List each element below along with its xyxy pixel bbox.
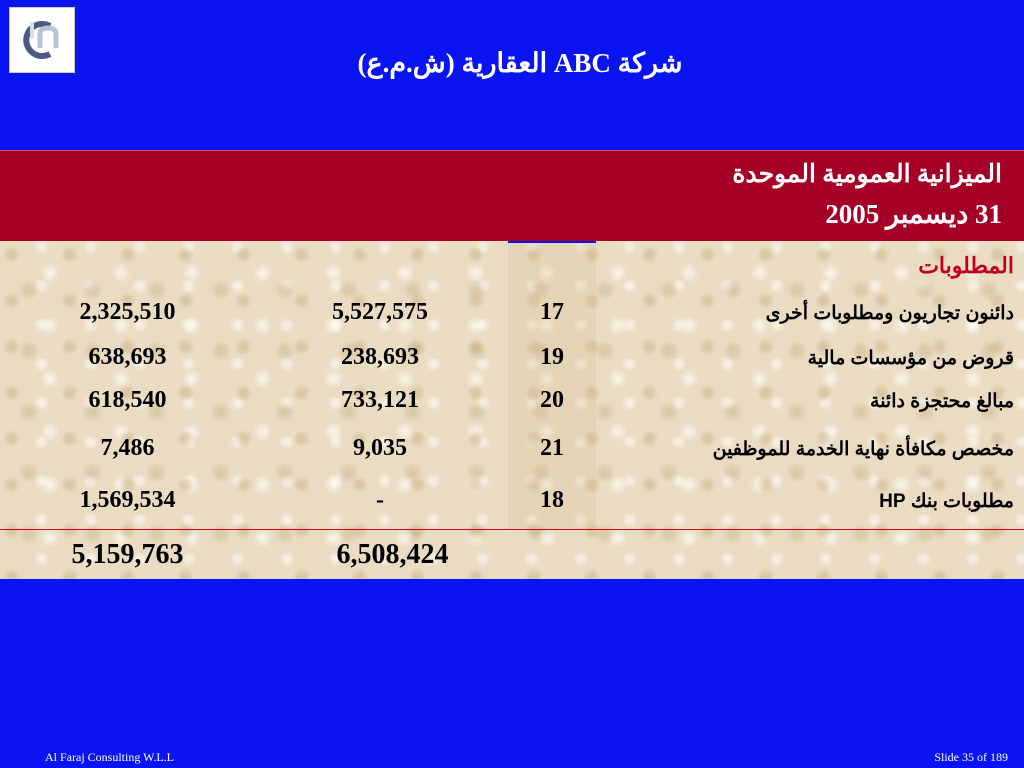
- row-note: 18: [540, 487, 564, 513]
- table-row: [0, 344, 1024, 374]
- note-column-divider: [508, 241, 596, 243]
- row-label: مبالغ محتجزة دائنة: [870, 391, 1014, 412]
- section-label-liabilities: المطلوبات: [918, 253, 1014, 278]
- row-note: 21: [540, 435, 564, 461]
- row-label: قروض من مؤسسات مالية: [807, 348, 1014, 369]
- row-label: مخصص مكافأة نهاية الخدمة للموظفين: [712, 439, 1014, 460]
- table-row: [0, 299, 1024, 329]
- statement-title: الميزانية العمومية الموحدة: [732, 161, 1002, 188]
- footer-company: Al Faraj Consulting W.L.L: [45, 750, 174, 764]
- row-label: دائنون تجاريون ومطلوبات أخرى: [765, 303, 1014, 324]
- statement-header: [0, 150, 1024, 242]
- table-row: [0, 387, 1024, 417]
- row-value-2004: 2,325,510: [79, 299, 176, 325]
- cn-logo-icon: [9, 7, 75, 73]
- row-value-2005: 5,527,575: [332, 299, 428, 325]
- footer-slide-number: Slide 35 of 189: [934, 750, 1008, 764]
- row-note: 19: [540, 344, 564, 370]
- total-2004: 5,159,763: [71, 539, 184, 570]
- row-note: 17: [540, 299, 564, 325]
- row-value-2004: 7,486: [100, 435, 155, 461]
- total-2005: 6,508,424: [336, 539, 449, 570]
- company-title: شركة ABC العقارية (ش.م.ع): [357, 48, 683, 78]
- row-note: 20: [540, 387, 564, 413]
- row-value-2005: 238,693: [341, 344, 419, 370]
- row-value-2004: 1,569,534: [79, 487, 176, 513]
- table-row: [0, 435, 1024, 465]
- table-row: [0, 487, 1024, 517]
- note-column-band: [508, 241, 596, 529]
- row-value-2004: 638,693: [88, 344, 167, 370]
- statement-date: 31 ديسمبر 2005: [825, 199, 1002, 229]
- row-value-2005: -: [376, 487, 384, 513]
- row-label: مطلوبات بنك HP: [879, 491, 1014, 512]
- row-value-2004: 618,540: [88, 387, 167, 413]
- liabilities-table: [0, 241, 1024, 579]
- row-value-2005: 733,121: [341, 387, 419, 413]
- totals-row: [0, 529, 1024, 580]
- row-value-2005: 9,035: [353, 435, 407, 461]
